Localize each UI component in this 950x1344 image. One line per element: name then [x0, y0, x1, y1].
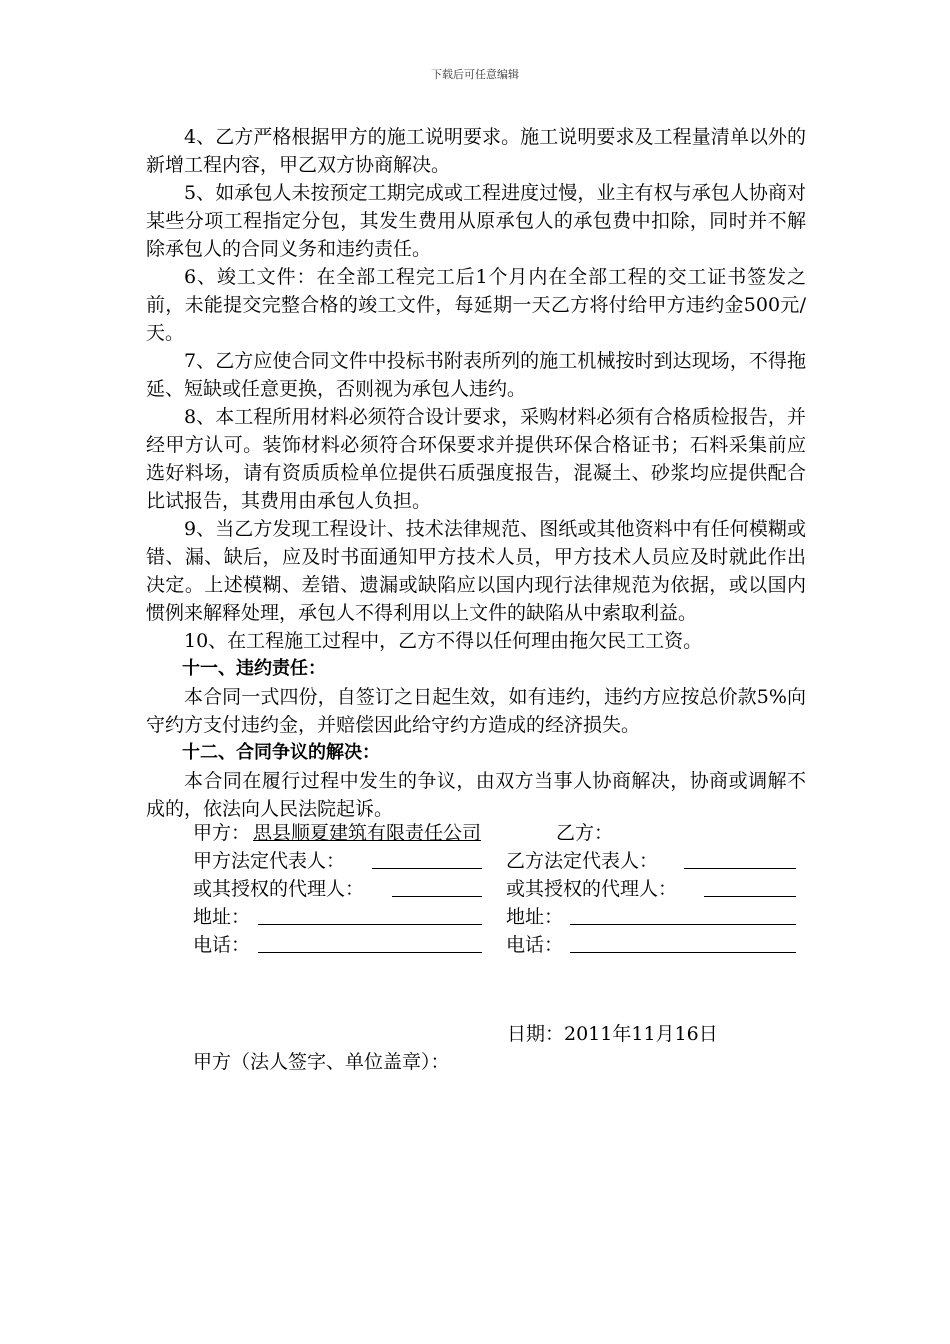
rep-b-label: 乙方法定代表人： — [506, 850, 659, 872]
party-a-label: 甲方： — [193, 822, 251, 844]
sign-date: 日期：2011年11月16日 — [507, 1023, 718, 1045]
agent-a-blank — [392, 874, 482, 897]
section-12-body: 本合同在履行过程中发生的争议，由双方当事人协商解决，协商或调解不成的，依法向人民法院起诉。 — [146, 770, 806, 820]
contract-body — [146, 123, 806, 823]
signature-block — [146, 818, 806, 958]
addr-a-blank — [258, 902, 482, 925]
page-header: 下载后可任意编辑 — [431, 68, 519, 81]
addr-a-label: 地址： — [193, 906, 251, 928]
seal-line: 甲方（法人签字、单位盖章）： — [193, 1051, 450, 1073]
clause-5: 5、如承包人未按预定工期完成或工程进度过慢，业主有权与承包人协商对某些分项工程指定分包，其发生费用从原承包人的承包费中扣除，同时并不解除承包人的合同义务和违约责任。 — [146, 182, 806, 260]
clause-9: 9、当乙方发现工程设计、技术法律规范、图纸或其他资料中有任何模糊或错、漏、缺后，应及时书面通知甲方技术人员，甲方技术人员应及时就此作出决定。上述模糊、差错、遗漏或缺陷应以国内现行法律规范为依据，或以国内惯例来解释处理，承包人不得利用以上文件的缺陷从中索取利益。 — [146, 518, 806, 624]
tel-a-label: 电话： — [193, 934, 251, 956]
clause-10: 10、在工程施工过程中，乙方不得以任何理由拖欠民工工资。 — [184, 630, 703, 652]
party-row — [146, 818, 806, 848]
rep-a-blank — [372, 846, 482, 869]
clause-6: 6、竣工文件：在全部工程完工后1个月内在全部工程的交工证书签发之前，未能提交完整合格的竣工文件，每延期一天乙方将付给甲方违约金500元/天。 — [146, 266, 806, 344]
addr-b-blank — [570, 902, 796, 925]
clause-4: 4、乙方严格根据甲方的施工说明要求。施工说明要求及工程量清单以外的新增工程内容，甲乙双方协商解决。 — [146, 126, 806, 176]
addr-b-label: 地址： — [506, 906, 564, 928]
address-row — [146, 902, 806, 932]
party-b-label: 乙方： — [556, 822, 614, 844]
section-11-title: 十一、违约责任： — [182, 658, 326, 679]
agent-b-label: 或其授权的代理人： — [506, 878, 678, 900]
rep-a-label: 甲方法定代表人： — [193, 850, 346, 872]
tel-b-blank — [570, 930, 796, 953]
rep-row — [146, 846, 806, 876]
tel-b-label: 电话： — [506, 934, 564, 956]
phone-row — [146, 930, 806, 960]
section-11-body: 本合同一式四份，自签订之日起生效，如有违约，违约方应按总价款5%向守约方支付违约金，并赔偿因此给守约方造成的经济损失。 — [146, 686, 806, 736]
agent-b-blank — [704, 874, 796, 897]
clause-7: 7、乙方应使合同文件中投标书附表所列的施工机械按时到达现场，不得拖延、短缺或任意更换，否则视为承包人违约。 — [146, 350, 806, 400]
agent-row — [146, 874, 806, 904]
section-12-title: 十二、合同争议的解决： — [182, 742, 380, 763]
rep-b-blank — [684, 846, 796, 869]
agent-a-label: 或其授权的代理人： — [193, 878, 365, 900]
tel-a-blank — [258, 930, 482, 953]
clause-8: 8、本工程所用材料必须符合设计要求，采购材料必须有合格质检报告，并经甲方认可。装饰材料必须符合环保要求并提供环保合格证书；石料采集前应选好料场，请有资质质检单位提供石质强度报告，混凝土、砂浆均应提供配合比试报告，其费用由承包人负担。 — [146, 406, 806, 512]
party-a-name: 思县顺夏建筑有限责任公司 — [253, 822, 482, 844]
